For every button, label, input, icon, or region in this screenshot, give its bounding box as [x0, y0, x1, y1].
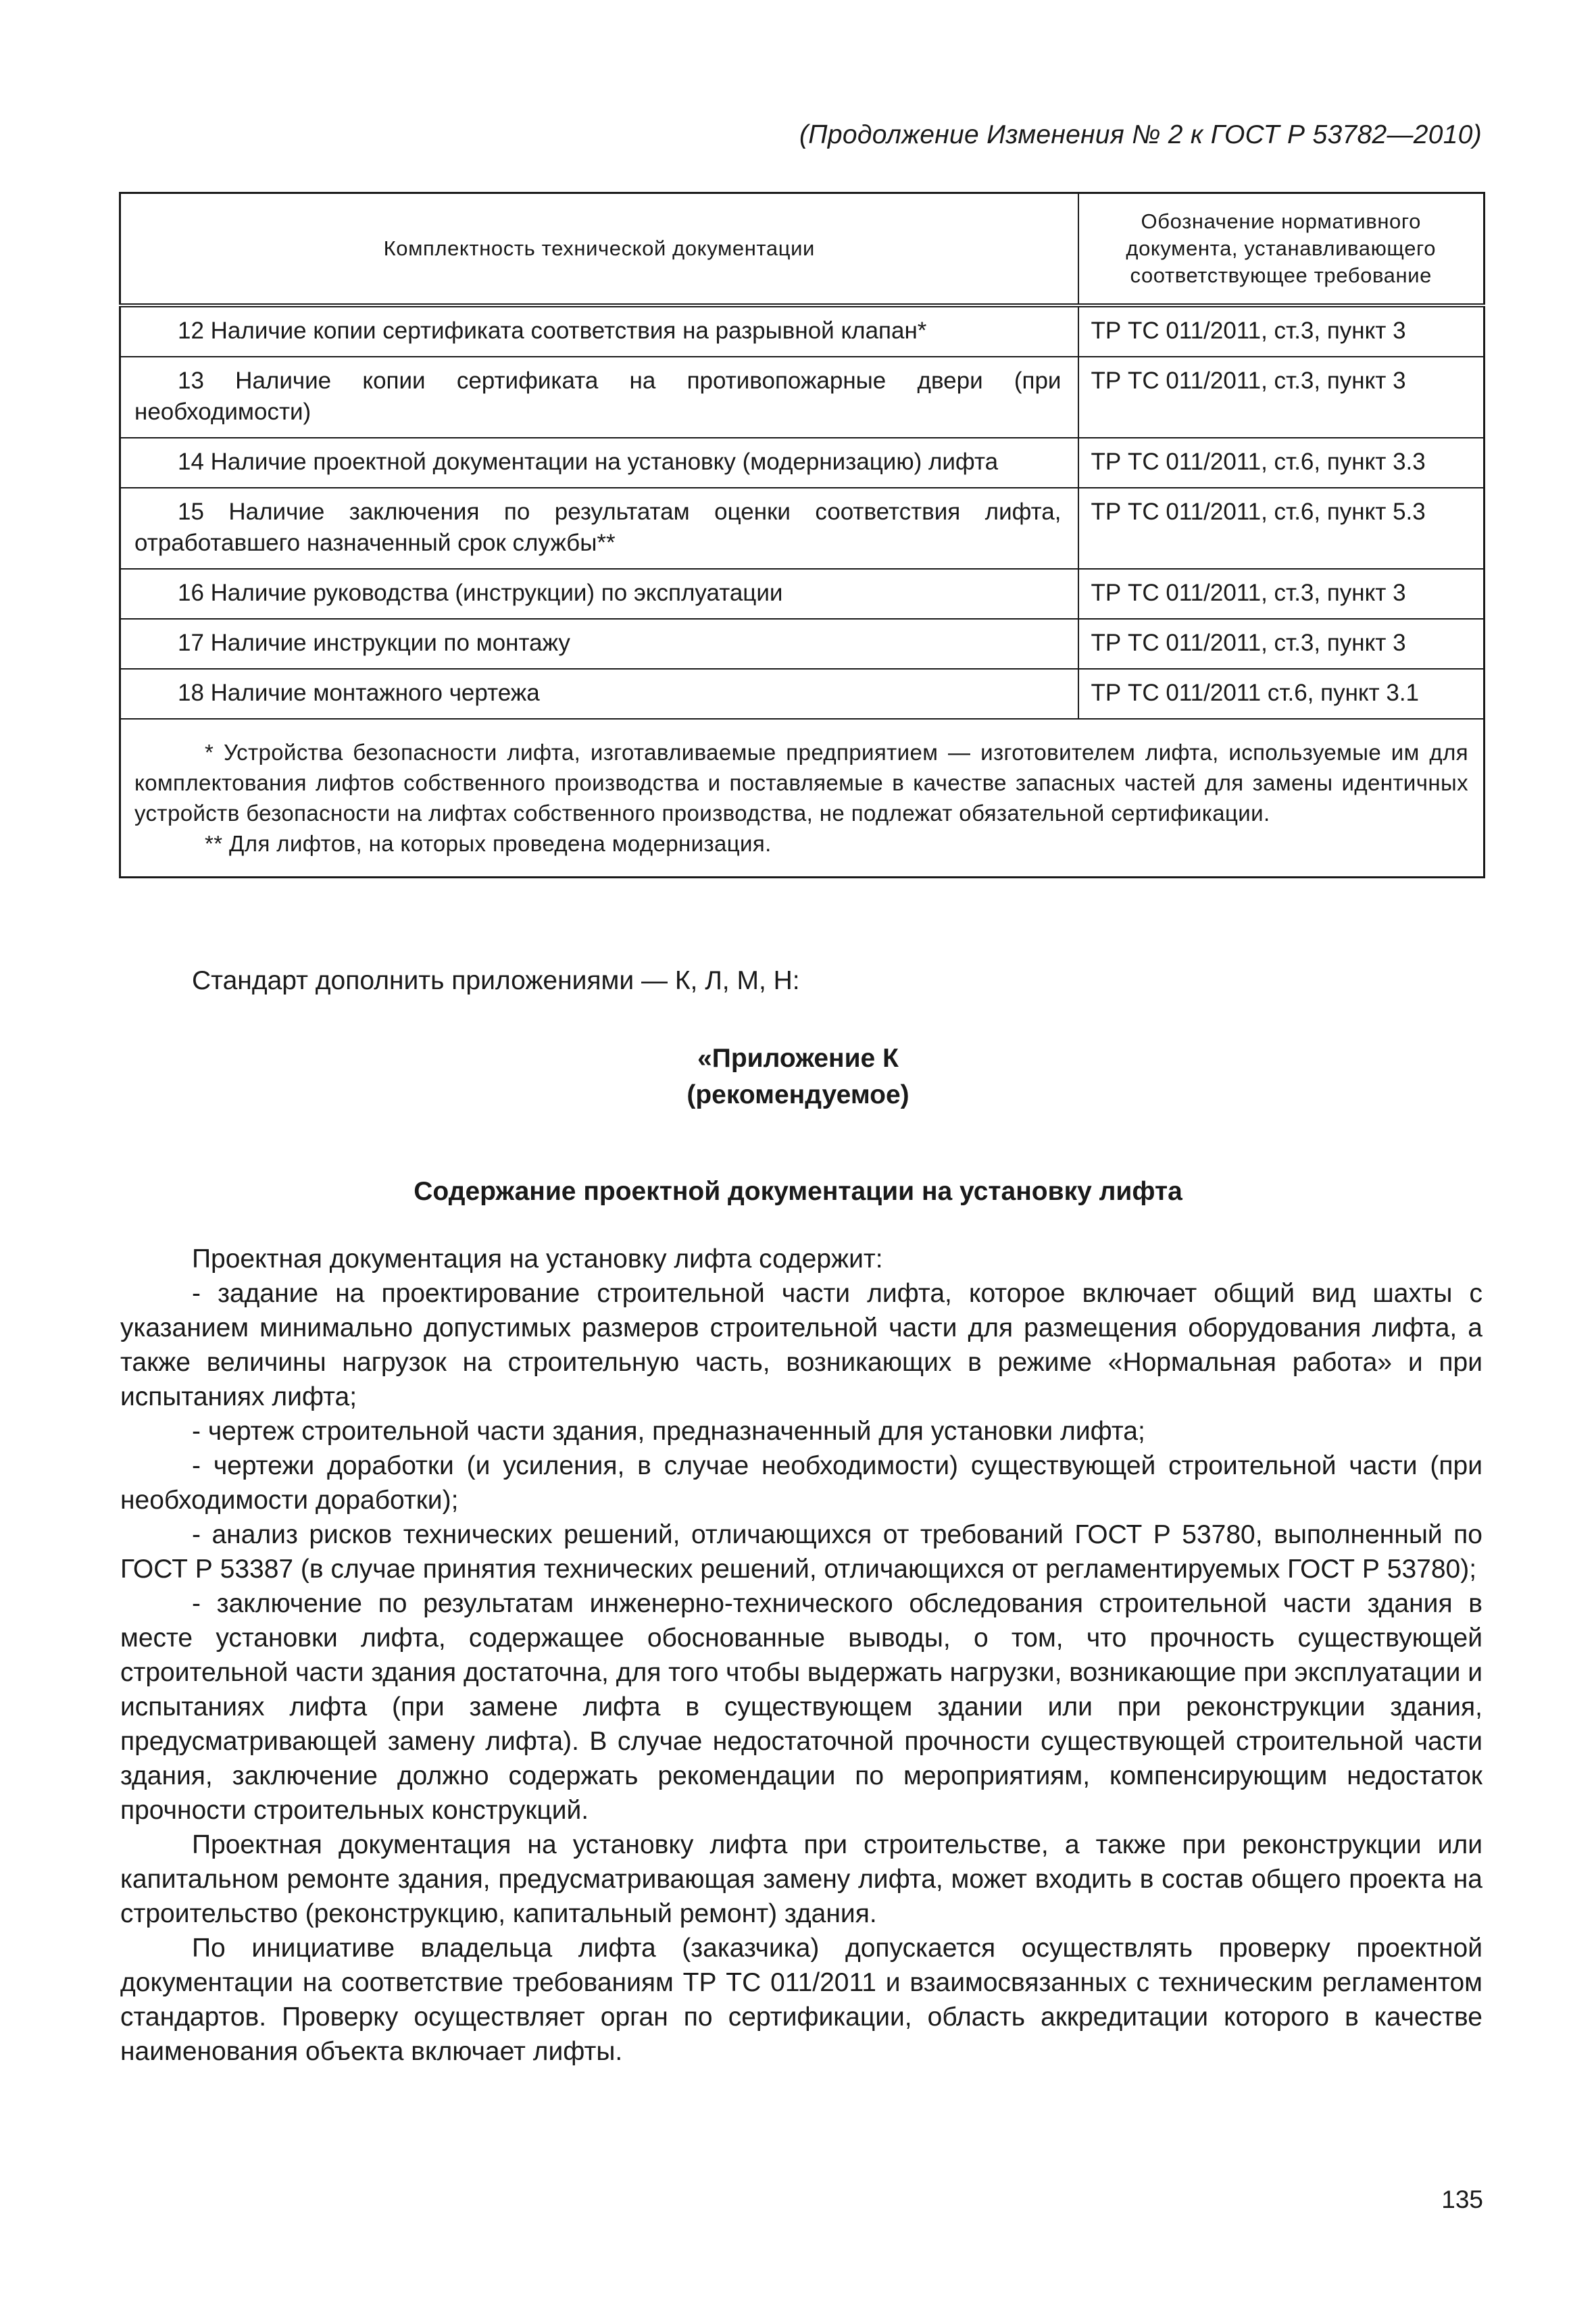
row-ref-15: ТР ТС 011/2011, ст.6, пункт 5.3: [1078, 488, 1485, 569]
row-item-12: 12 Наличие копии сертификата соответствия на разрывной клапан*: [120, 305, 1078, 357]
body-paragraph: По инициативе владельца лифта (заказчика) допускается осуществлять проверку проектной документации на соответствие требованиям ТР ТС 011/2011 и взаимосвязанных с техническим регламентом стандартов. Проверку осуществляет орган по сертификации, область аккредитации которого в качестве наименования объекта включает лифты.: [120, 1934, 1482, 2066]
row-item-15: 15 Наличие заключения по результатам оценки соответствия лифта, отработавшего назначенный срок службы**: [120, 488, 1078, 569]
annex-title: «Приложение К: [697, 1044, 899, 1073]
table-row: [120, 438, 1485, 488]
row-ref-18: ТР ТС 011/2011 ст.6, пункт 3.1: [1078, 669, 1485, 719]
row-item-17: 17 Наличие инструкции по монтажу: [120, 619, 1078, 669]
row-item-14: 14 Наличие проектной документации на установку (модернизацию) лифта: [120, 438, 1078, 488]
body-paragraph: Проектная документация на установку лифта при строительстве, а также при реконструкции или капитальном ремонте здания, предусматривающая замену лифта, может входить в состав общего проекта на строительство (реконструкцию, капитальный ремонт) здания.: [120, 1830, 1482, 1928]
row-ref-16: ТР ТС 011/2011, ст.3, пункт 3: [1078, 569, 1485, 619]
row-ref-12: ТР ТС 011/2011, ст.3, пункт 3: [1078, 305, 1485, 357]
body-text: [120, 1242, 1482, 2069]
body-paragraph: - чертеж строительной части здания, предназначенный для установки лифта;: [192, 1417, 1145, 1446]
table-row: [120, 669, 1485, 719]
documentation-table: [119, 192, 1485, 878]
footnote-double-asterisk: ** Для лифтов, на которых проведена модернизация.: [205, 831, 772, 856]
table-row: [120, 619, 1485, 669]
table-row: [120, 357, 1485, 438]
table-row: [120, 488, 1485, 569]
table-row: [120, 569, 1485, 619]
row-item-16: 16 Наличие руководства (инструкции) по эксплуатации: [120, 569, 1078, 619]
amendment-lead-text: Стандарт дополнить приложениями — К, Л, М, Н:: [192, 966, 800, 995]
table-footnotes-row: [120, 719, 1485, 878]
body-paragraph: - задание на проектирование строительной части лифта, которое включает общий вид шахты с указанием минимально допустимых размеров строительной части для размещения оборудования лифта, а также величины нагрузок на строительную часть, возникающих в режиме «Нормальная работа» и при испытаниях лифта;: [120, 1279, 1482, 1411]
row-item-13: 13 Наличие копии сертификата на противопожарные двери (при необходимости): [120, 357, 1078, 438]
page-number: 135: [1441, 2186, 1483, 2213]
row-ref-13: ТР ТС 011/2011, ст.3, пункт 3: [1078, 357, 1485, 438]
row-ref-17: ТР ТС 011/2011, ст.3, пункт 3: [1078, 619, 1485, 669]
table-header-row: [120, 193, 1485, 306]
section-title: Содержание проектной документации на установку лифта: [414, 1177, 1182, 1206]
body-paragraph: - чертежи доработки (и усиления, в случае необходимости) существующей строительной части (при необходимости доработки);: [120, 1451, 1482, 1515]
row-item-18: 18 Наличие монтажного чертежа: [120, 669, 1078, 719]
body-paragraph: - анализ рисков технических решений, отличающихся от требований ГОСТ Р 53780, выполненный по ГОСТ Р 53387 (в случае принятия технических решений, отличающихся от регламентируемых ГОСТ Р 53780);: [120, 1520, 1482, 1584]
annex-status: (рекомендуемое): [687, 1080, 909, 1109]
body-paragraph: - заключение по результатам инженерно-технического обследования строительной части здания в месте установки лифта, содержащее обоснованные выводы, о том, что прочность существующей строительной части здания достаточна, для того чтобы выдержать нагрузки, возникающие при эксплуатации и испытаниях лифта (при замене лифта в существующем здании или при реконструкции здания, предусматривающей замену лифта). В случае недостаточной прочности существующей строительной части здания, заключение должно содержать рекомендации по мероприятиям, компенсирующим недостаток прочности строительных конструкций.: [120, 1589, 1482, 1825]
row-ref-14: ТР ТС 011/2011, ст.6, пункт 3.3: [1078, 438, 1485, 488]
column-header-normative-document: Обозначение нормативного документа, устанавливающего соответствующее требование: [1078, 193, 1485, 306]
table-row: [120, 305, 1485, 357]
running-header: (Продолжение Изменения № 2 к ГОСТ Р 53782—2010): [799, 120, 1482, 149]
body-paragraph: Проектная документация на установку лифта содержит:: [192, 1244, 883, 1274]
table-footnotes: [120, 719, 1485, 878]
column-header-completeness: Комплектность технической документации: [120, 193, 1078, 306]
footnote-single-asterisk: * Устройства безопасности лифта, изготавливаемые предприятием — изготовителем лифта, используемые им для комплектования лифтов собственного производства и поставляемые в качестве запасных частей для замены идентичных устройств безопасности на лифтах собственного производства, не подлежат обязательной сертификации.: [134, 740, 1468, 826]
